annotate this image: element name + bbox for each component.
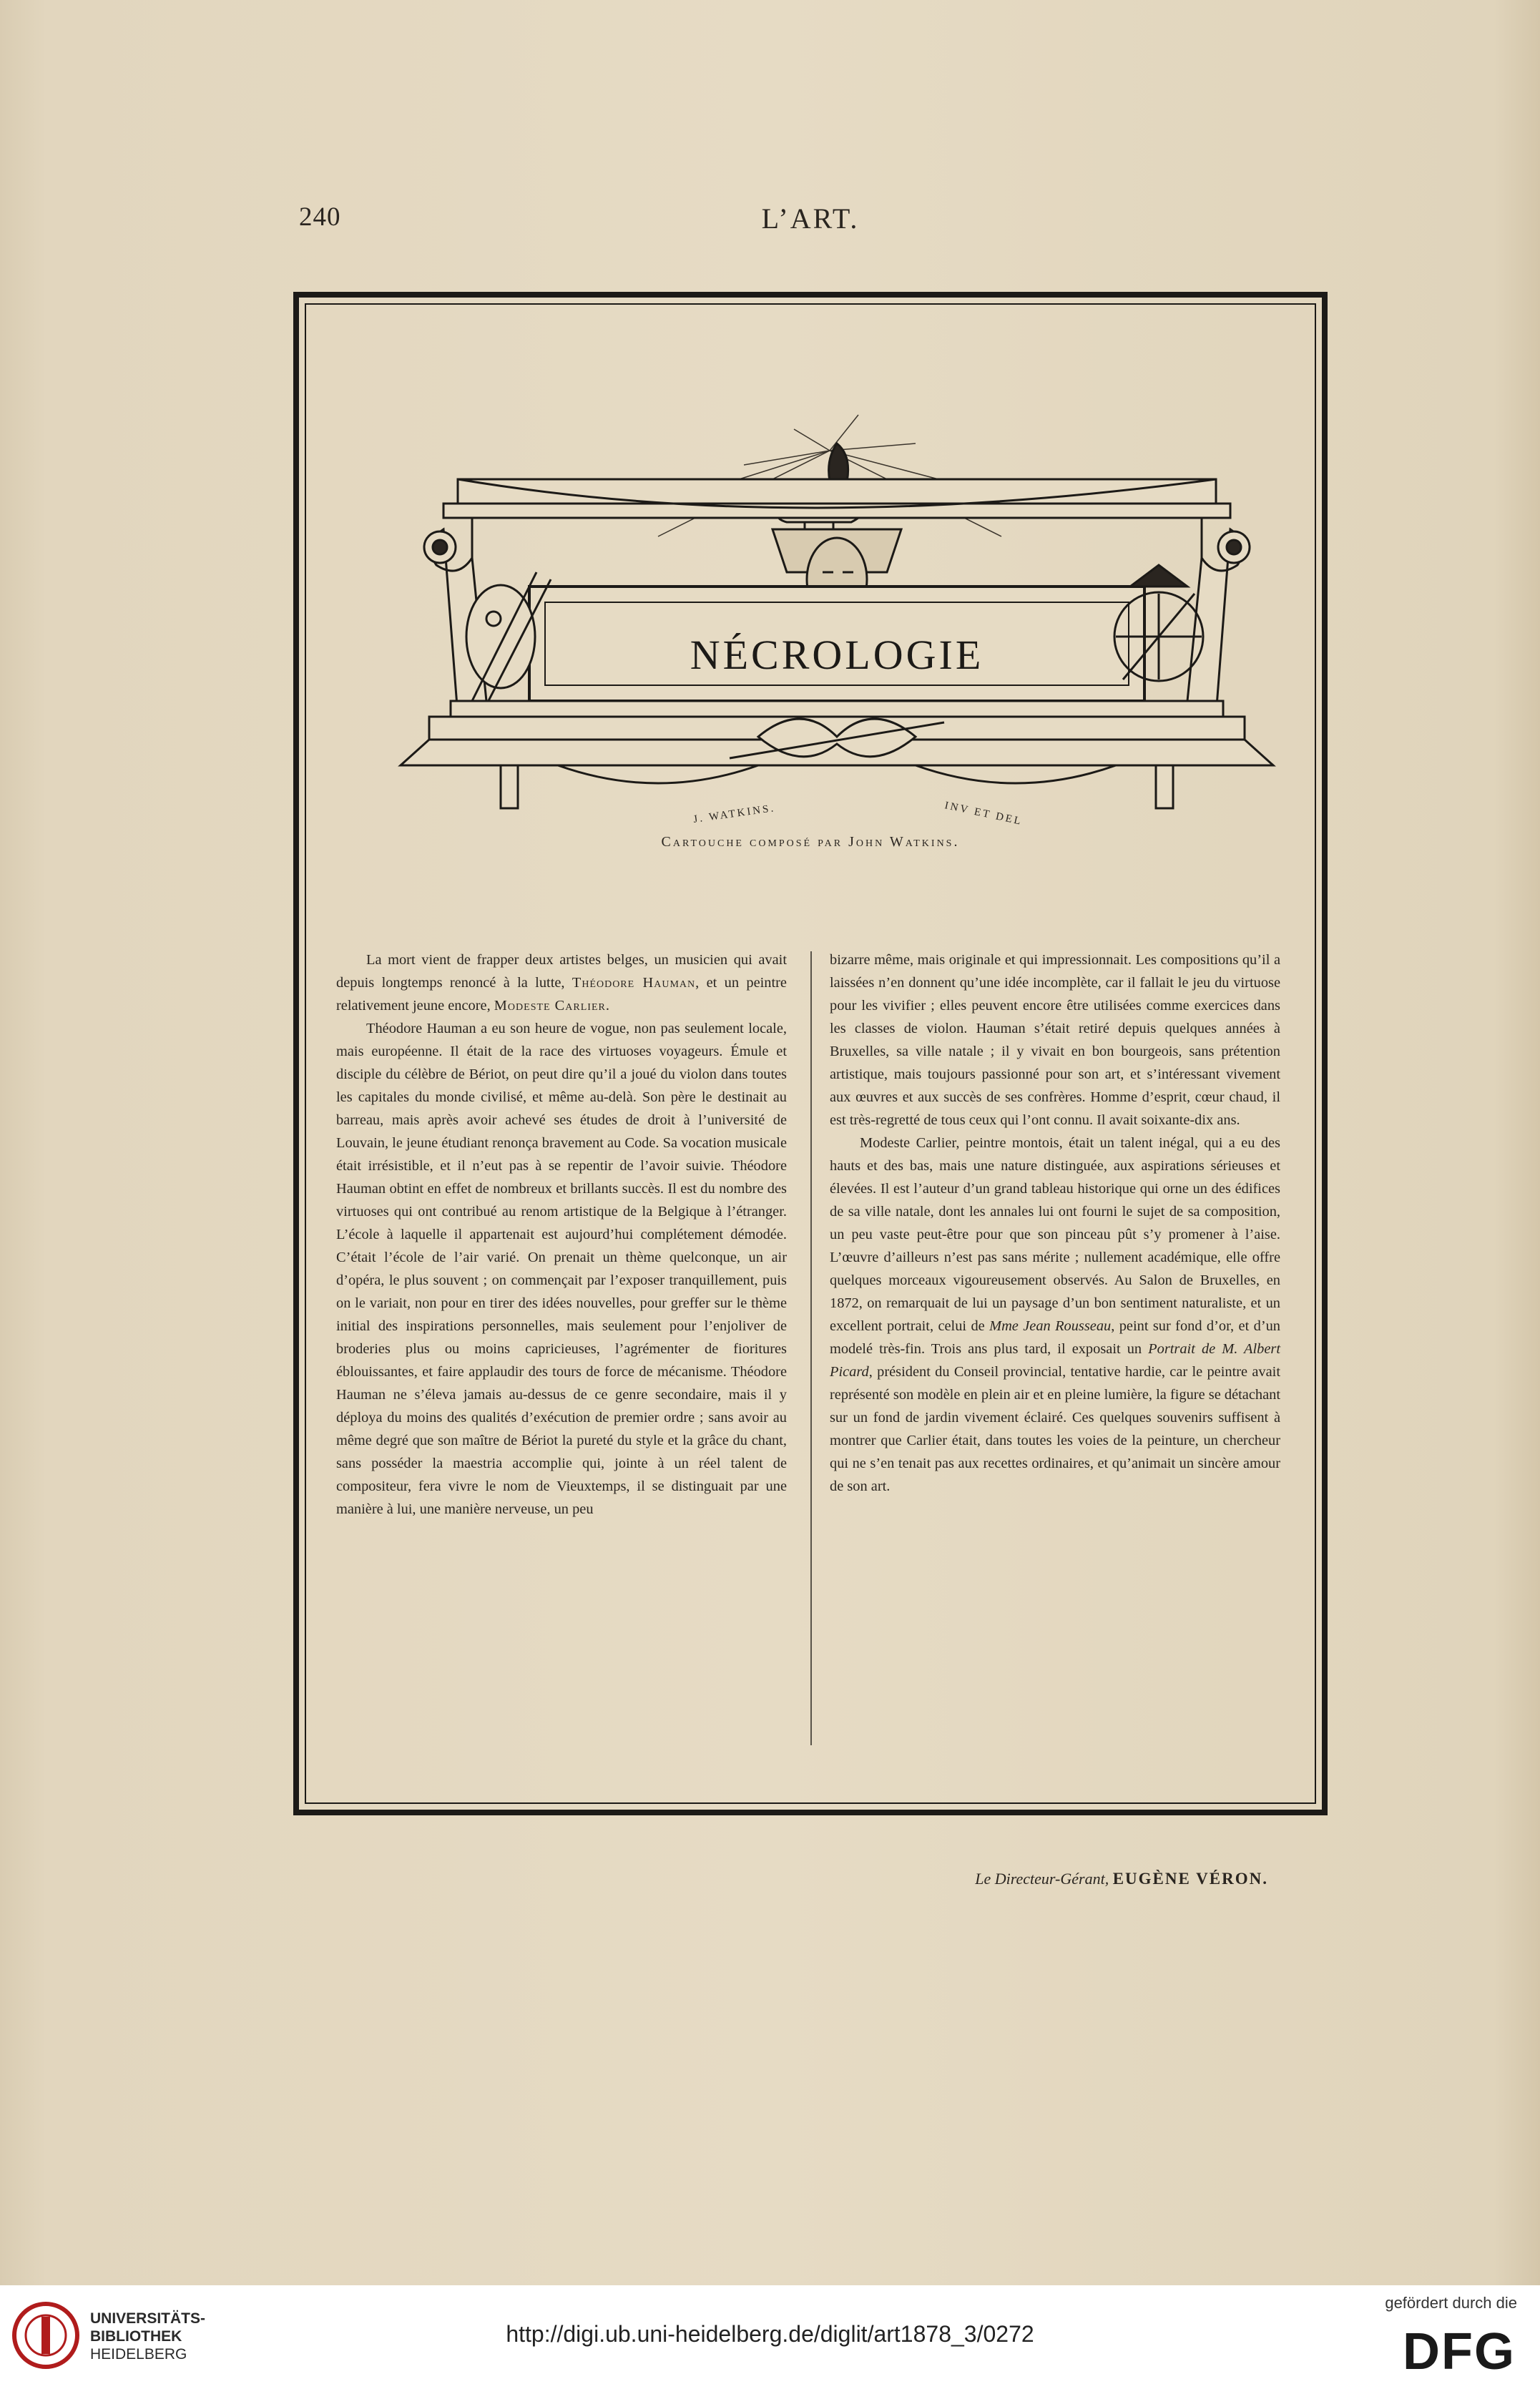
scroll-right <box>1187 529 1250 715</box>
title-mme: Mme <box>989 1318 1019 1334</box>
editor-signature <box>975 1870 1268 1888</box>
article-column-left <box>336 948 787 1521</box>
journal-title: L’ART. <box>761 202 860 235</box>
name-theodore-hauman: Théodore Hauman <box>572 975 696 991</box>
article-column-right <box>830 948 1280 1498</box>
paragraph: Modeste Carlier, peintre montois, était un talent inégal, qui a eu des hauts et des bas, mais une nature distinguée, aux aspirations sérieuses et élevées. Il est l’auteur d’un grand tableau historique qui orne un des édifices de sa ville natale, dont les annales lui ont fourni le sujet de sa composition, un peu vaste peut-être pour que son pinceau pût s’y promener à l’aise. L’œuvre d’ailleurs n’est pas sans mérite ; nullement académique, elle offre quelques morceaux vigoureusement observés. Au Salon de Bruxelles, en 1872, on remarquait de lui un paysage d’un bon sentiment naturaliste, et un excellent portrait, celui de Mme Jean Rousseau, peint sur fond d’or, et d’un modelé très-fin. Trois ans plus tard, il exposait un Portrait de M. Albert Picard, président du Conseil provincial, tentative hardie, car le peintre avait représenté son modèle en plein air et en pleine lumière, la figure se détachant sur un fond de jardin vivement éclairé. Ces quelques souvenirs suffisent à montrer que Carlier était, dans toutes les voies de la peinture, un chercheur qui ne s’en tenait pas aux recettes ordinaires, et qu’animait un sincère amour de son art. <box>830 1135 1280 1494</box>
digitization-footer <box>0 2285 1540 2394</box>
page-number: 240 <box>299 202 341 232</box>
cartouche-title: NÉCROLOGIE <box>690 632 984 678</box>
necrologie-cartouche <box>358 401 1316 837</box>
paragraph: Théodore Hauman a eu son heure de vogue, non pas seulement locale, mais européenne. Il était de la race des virtuoses voyageurs. Émule et disciple du célèbre de Bériot, on peut dire qu’il a joué du violon dans toutes les capitales du monde civilisé, et même au-delà. Son père le destinait au barreau, mais après avoir achevé ses études de droit à l’université de Louvain, le jeune étudiant renonça bravement au Code. Sa vocation musicale était irrésistible, et il n’eut pas à se repentir de l’avoir suivie. Théodore Hauman obtint en effet de nombreux et brillants succès. Il est du nombre des virtuoses qui ont contribué au renom artistique de la Belgique à l’étranger. L’école à laquelle il appartenait est aujourd’hui complétement démodée. C’était l’école de l’air varié. On prenait un thème quelconque, un air d’opéra, le plus souvent ; on commençait par l’exposer tranquillement, puis on le variait, non pour en tirer des idées nouvelles, pour greffer sur le thème initial des inspirations personnelles, mais seulement pour l’enjoliver de broderies plus ou moins capricieuses, l’agrémenter de fioritures éblouissantes, et faire applaudir des tours de force de mécanisme. Théodore Hauman ne s’éleva jamais au-dessus de ce genre secondaire, mais il y déploya du moins des qualités d’exécution de premier ordre ; sans avoir au même degré que son maître de Bériot la pureté du style et la grâce du chant, sans posséder la maestria accomplie qui, jointe à un réel talent de compositeur, fera vivre le nom de Vieuxtemps, il se distinguait par une manière à lui, une manière nerveuse, un peu <box>336 1021 787 1517</box>
cartouche-caption: Cartouche composé par John Watkins. <box>661 834 960 850</box>
dfg-logo: DFG <box>1403 2323 1516 2380</box>
signature-name: EUGÈNE VÉRON. <box>1112 1870 1268 1888</box>
column-divider <box>810 951 812 1745</box>
name-modeste-carlier: Modeste Carlier <box>494 998 606 1014</box>
running-head <box>299 202 1322 237</box>
work-title: Portrait de M. Albert Picard <box>830 1341 1280 1380</box>
paragraph: La mort vient de frapper deux artistes belges, un musicien qui avait depuis longtemps renoncé à la lutte, Théodore Hauman, et un peintre relativement jeune encore, Modeste Carlier. <box>336 952 787 1014</box>
permalink[interactable]: http://digi.ub.uni-heidelberg.de/diglit/art1878_3/0272 <box>506 2321 1034 2347</box>
base-moulding <box>401 701 1273 808</box>
paragraph: bizarre même, mais originale et qui impressionnait. Les compositions qu’il a laissées n’en donnent qu’une idée incomplète, car il fallait le jeu du virtuose pour les vivifier ; elles peuvent encore être utilisées comme exercices dans les classes de violon. Hauman s’était retiré depuis quelques années à Bruxelles, sa ville natale ; il y vivait en bon bourgeois, sans prétention artistique, mais toujours passionné pour son art, et s’intéressant vivement aux œuvres et aux succès de ses confrères. Homme d’esprit, cœur chaud, il est très-regretté de tous ceux qui l’ont connu. Il avait soixante-dix ans. <box>830 952 1280 1128</box>
engraver-signature-right: INV ET DEL <box>943 800 1024 828</box>
signature-role: Le Directeur-Gérant, <box>975 1870 1109 1888</box>
engraver-signature-left: J. WATKINS. <box>692 803 777 825</box>
funding-text: gefördert durch die <box>1385 2294 1517 2312</box>
library-name: UNIVERSITÄTS- BIBLIOTHEK HEIDELBERG <box>90 2310 206 2363</box>
